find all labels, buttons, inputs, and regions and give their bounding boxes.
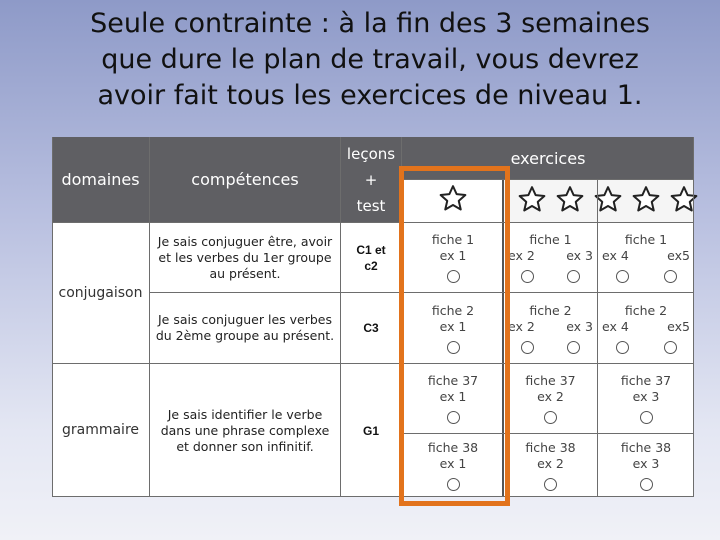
completion-checkbox[interactable]	[521, 341, 534, 354]
header-exercices: exercices	[402, 137, 694, 179]
exercise-label: ex 1	[439, 248, 467, 263]
slide-title	[0, 6, 720, 114]
fiche-label: fiche 38	[620, 439, 672, 455]
header-lecons: leçons + test	[341, 137, 401, 222]
star-icon	[669, 184, 699, 218]
exercise-cell	[598, 364, 694, 433]
exercise-label: ex 3	[566, 318, 593, 334]
fiche-label: fiche 2	[529, 302, 572, 318]
fiche-label: fiche 1	[529, 232, 572, 247]
exercise-label: ex 1	[439, 318, 467, 334]
completion-checkbox[interactable]	[567, 341, 580, 354]
exercise-label: ex 3	[566, 248, 593, 263]
star-icon	[517, 184, 547, 218]
completion-checkbox[interactable]	[664, 270, 677, 283]
exercise-cell	[504, 434, 597, 496]
exercise-label: ex 1	[439, 455, 467, 471]
exercise-label: ex5	[667, 318, 690, 334]
exercise-label: ex5	[667, 248, 690, 263]
domain-grammaire: grammaire	[61, 422, 140, 438]
exercise-label: ex 2	[508, 248, 535, 263]
exercise-label: ex 1	[439, 389, 467, 404]
completion-checkbox[interactable]	[567, 270, 580, 283]
level-2-stars	[504, 179, 597, 222]
exercise-cell	[598, 223, 694, 292]
competence-row-1: Je sais conjuguer être, avoir et les verbes du 1er groupe au présent.	[157, 233, 333, 281]
completion-checkbox[interactable]	[616, 341, 629, 354]
exercise-cell	[598, 293, 694, 363]
lecon-row-2: C3	[363, 321, 379, 335]
work-plan-table	[52, 137, 694, 497]
exercise-cell	[504, 293, 597, 363]
exercise-cell	[598, 434, 694, 496]
header-competences: compétences	[150, 137, 340, 222]
fiche-label: fiche 38	[525, 439, 576, 455]
completion-checkbox[interactable]	[544, 478, 557, 491]
completion-checkbox[interactable]	[664, 341, 677, 354]
exercise-label: ex 2	[537, 389, 564, 404]
star-icon	[555, 184, 585, 218]
competence-row-2: Je sais conjuguer les verbes du 2ème groupe au présent.	[155, 312, 335, 343]
exercise-label: ex 3	[632, 455, 660, 471]
completion-checkbox[interactable]	[544, 411, 557, 424]
fiche-label: fiche 37	[427, 373, 479, 388]
exercise-cell	[504, 364, 597, 433]
completion-checkbox[interactable]	[521, 270, 534, 283]
lecon-row-1: C1 et c2	[356, 242, 386, 273]
exercise-label: ex 3	[632, 389, 660, 404]
completion-checkbox[interactable]	[640, 411, 653, 424]
completion-checkbox[interactable]	[640, 478, 653, 491]
level-1-highlight-frame	[399, 166, 510, 506]
competence-grammaire: Je sais identifier le verbe dans une phrase complexe et donner son infinitif.	[160, 406, 330, 454]
title-line-1: Seule contrainte : à la fin des 3 semaines	[90, 8, 650, 39]
fiche-label: fiche 37	[620, 373, 672, 388]
exercise-label: ex 4	[602, 318, 629, 334]
exercise-label: ex 2	[537, 455, 564, 471]
title-line-3: avoir fait tous les exercices de niveau 1.	[97, 80, 643, 111]
fiche-label: fiche 2	[431, 302, 475, 318]
header-domaines: domaines	[52, 137, 149, 222]
fiche-label: fiche 1	[431, 232, 475, 247]
domain-conjugaison: conjugaison	[58, 285, 143, 301]
fiche-label: fiche 37	[525, 373, 576, 388]
fiche-label: fiche 1	[624, 232, 668, 247]
exercise-cell	[504, 223, 597, 292]
exercise-label: ex 4	[602, 248, 629, 263]
lecon-grammaire: G1	[362, 423, 379, 438]
level-3-stars	[598, 179, 694, 222]
exercise-label: ex 2	[508, 318, 535, 334]
fiche-label: fiche 2	[624, 302, 668, 318]
title-line-2: que dure le plan de travail, vous devrez	[101, 44, 639, 75]
star-icon	[631, 184, 661, 218]
completion-checkbox[interactable]	[616, 270, 629, 283]
fiche-label: fiche 38	[427, 439, 479, 455]
